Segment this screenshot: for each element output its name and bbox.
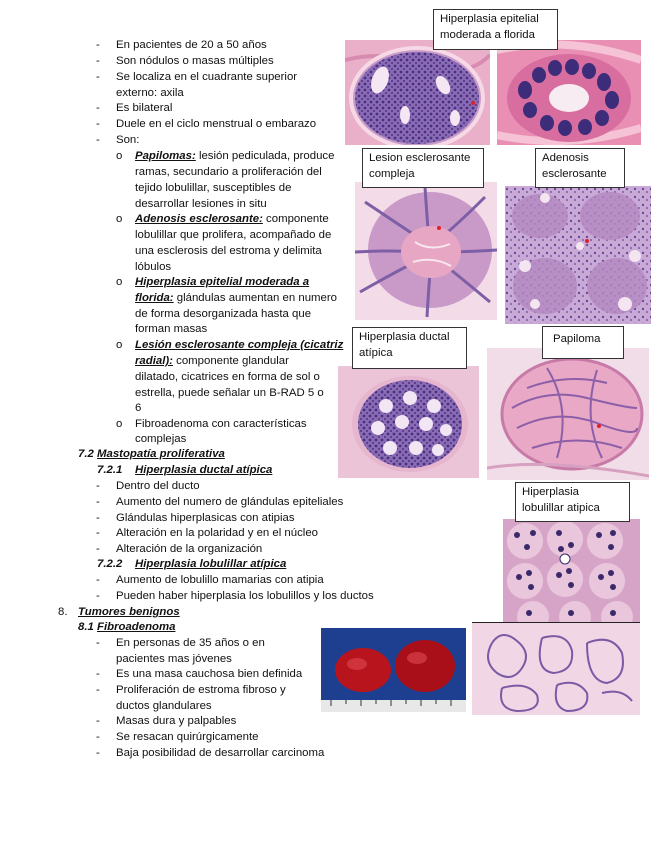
list-item: Son:	[116, 134, 140, 146]
micrograph-atypical-ductal-hyperplasia	[338, 366, 479, 478]
papilomas-heading: Papilomas:	[135, 150, 196, 162]
list-item: En personas de 35 años o en	[116, 637, 265, 649]
papilomas-line: tejido lobulillar, susceptibles de	[135, 182, 292, 194]
dash-bullet: -	[96, 747, 100, 759]
list-item: Baja posibilidad de desarrollar carcinoma	[116, 747, 325, 759]
list-item: Dentro del ducto	[116, 480, 200, 492]
list-item: Masas dura y palpables	[116, 715, 237, 727]
adenosis-line: Adenosis esclerosante: componente	[135, 213, 329, 225]
list-item: Es una masa cauchosa bien definida	[116, 668, 303, 680]
label-sclerosing-adenosis: Adenosis esclerosante	[535, 148, 625, 188]
subsection-title: Hiperplasia lobulillar atípica	[135, 558, 287, 570]
micrograph-fibroadenoma	[472, 622, 640, 715]
dash-bullet: -	[96, 543, 100, 555]
lesion-line: dilatado, cicatrices en forma de sol o	[135, 371, 320, 383]
subsection-title: Fibroadenoma	[97, 621, 176, 633]
adenosis-line: una esclerosis del estroma y delimita	[135, 245, 322, 257]
list-item: Se localiza en el cuadrante superior	[116, 71, 298, 83]
micrograph-epithelial-hyperplasia	[345, 40, 490, 145]
hiperplasia-line: forman masas	[135, 323, 208, 335]
section-number: 8.	[58, 606, 68, 618]
circle-bullet: o	[116, 418, 123, 430]
list-item: Son nódulos o masas múltiples	[116, 55, 274, 67]
list-item: Alteración de la organización	[116, 543, 263, 555]
dash-bullet: -	[96, 118, 100, 130]
dash-bullet: -	[96, 39, 100, 51]
dash-bullet: -	[96, 480, 100, 492]
dash-bullet: -	[96, 731, 100, 743]
list-item: ductos glandulares	[116, 700, 212, 712]
subsection-title: Hiperplasia ductal atípica	[135, 464, 273, 476]
dash-bullet: -	[96, 574, 100, 586]
micrograph-complex-sclerosing-lesion	[355, 182, 497, 320]
label-atypical-lobular-hyperplasia: Hiperplasia lobulillar atipica	[515, 482, 630, 522]
papilomas-line: ramas, secundario a proliferación del	[135, 166, 322, 178]
list-item: Aumento del numero de glándulas epiteliales	[116, 496, 344, 508]
dash-bullet: -	[96, 715, 100, 727]
papilomas-line: desarrollar lesiones in situ	[135, 198, 267, 210]
dash-bullet: -	[96, 668, 100, 680]
dash-bullet: -	[96, 496, 100, 508]
micrograph-epithelial-closeup	[497, 40, 641, 145]
section-title: Tumores benignos	[78, 606, 180, 618]
circle-bullet: o	[116, 339, 123, 351]
list-item: Aumento de lobulillo mamarias con atipia	[116, 574, 324, 586]
dash-bullet: -	[96, 71, 100, 83]
list-item: En pacientes de 20 a 50 años	[116, 39, 267, 51]
label-epithelial-hyperplasia: Hiperplasia epitelial moderada a florida	[433, 9, 558, 50]
dash-bullet: -	[96, 527, 100, 539]
lesion-heading: Lesión esclerosante compleja (cicatriz	[135, 339, 344, 351]
label-atypical-ductal-hyperplasia: Hiperplasia ductal atípica	[352, 327, 467, 369]
lesion-line: estrella, puede señalar un B-RAD 5 o	[135, 387, 324, 399]
adenosis-heading: Adenosis esclerosante:	[135, 213, 263, 225]
subsection-number: 8.1	[78, 621, 94, 633]
papilomas-line: Papilomas: lesión pediculada, produce	[135, 150, 335, 162]
hiperplasia-heading: Hiperplasia epitelial moderada a	[135, 276, 310, 288]
list-item: Es bilateral	[116, 102, 173, 114]
label-complex-sclerosing-lesion: Lesion esclerosante compleja	[362, 148, 484, 188]
dash-bullet: -	[96, 684, 100, 696]
section-number: 7.2	[78, 448, 94, 460]
list-item: Duele en el ciclo menstrual o embarazo	[116, 118, 317, 130]
circle-bullet: o	[116, 276, 123, 288]
circle-bullet: o	[116, 150, 123, 162]
fibro-line: complejas	[135, 433, 187, 445]
micrograph-sclerosing-adenosis	[505, 186, 651, 324]
dash-bullet: -	[96, 55, 100, 67]
list-item: Se resacan quirúrgicamente	[116, 731, 259, 743]
subsection-number: 7.2.1	[97, 464, 123, 476]
micrograph-atypical-lobular-hyperplasia	[503, 519, 640, 623]
subsection-number: 7.2.2	[97, 558, 123, 570]
label-papilloma: Papiloma	[542, 326, 624, 359]
dash-bullet: -	[96, 102, 100, 114]
adenosis-line: lóbulos	[135, 261, 172, 273]
list-item: Alteración en la polaridad y en el núcleo	[116, 527, 319, 539]
dash-bullet: -	[96, 512, 100, 524]
hiperplasia-line: de forma desorganizada hasta que	[135, 308, 312, 320]
photo-fibroadenoma-gross	[321, 628, 466, 712]
dash-bullet: -	[96, 590, 100, 602]
adenosis-line: lobulillar que prolifera, acompañado de	[135, 229, 332, 241]
hiperplasia-line: florida: glándulas aumentan en numero	[135, 292, 337, 304]
lesion-line: radial): componente glandular	[135, 355, 289, 367]
list-item: externo: axila	[116, 87, 184, 99]
fibro-line: Fibroadenoma con características	[135, 418, 307, 430]
list-item: Pueden haber hiperplasia los lobulillos y los ductos	[116, 590, 374, 602]
circle-bullet: o	[116, 213, 123, 225]
dash-bullet: -	[96, 134, 100, 146]
lesion-line: 6	[135, 402, 142, 414]
micrograph-papilloma	[487, 348, 649, 480]
list-item: Proliferación de estroma fibroso y	[116, 684, 286, 696]
list-item: pacientes mas jóvenes	[116, 653, 232, 665]
list-item: Glándulas hiperplasicas con atipias	[116, 512, 295, 524]
section-title: Mastopatía proliferativa	[97, 448, 225, 460]
dash-bullet: -	[96, 637, 100, 649]
